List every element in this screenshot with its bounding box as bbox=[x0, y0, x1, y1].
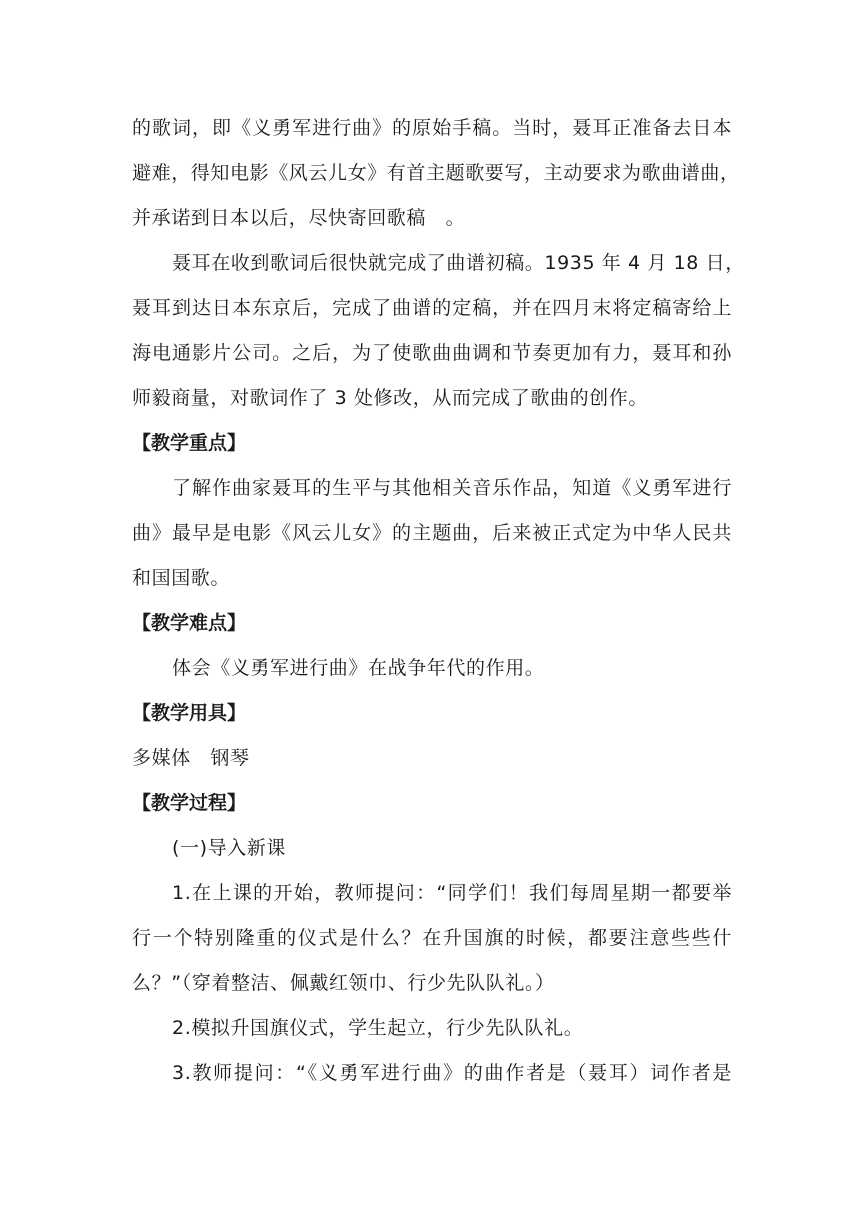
paragraph-line: 避难，得知电影《风云儿女》有首主题歌要写，主动要求为歌曲谱曲， bbox=[132, 162, 740, 184]
paragraph-line: 曲》最早是电影《风云儿女》的主题曲，后来被正式定为中华人民共 bbox=[132, 522, 732, 544]
section-heading-process: 【教学过程】 bbox=[132, 792, 247, 814]
paragraph-line: 的歌词，即《义勇军进行曲》的原始手稿。当时，聂耳正准备去日本 bbox=[132, 117, 732, 139]
subsection-title: (一)导入新课 bbox=[172, 837, 287, 859]
document-page bbox=[132, 106, 745, 1096]
paragraph-line: 体会《义勇军进行曲》在战争年代的作用。 bbox=[172, 657, 545, 679]
paragraph-line: 1.在上课的开始，教师提问：“同学们！我们每周星期一都要举 bbox=[172, 882, 732, 904]
paragraph-line: 海电通影片公司。之后，为了使歌曲曲调和节奏更加有力，聂耳和孙 bbox=[132, 342, 732, 364]
paragraph-line: 多媒体 钢琴 bbox=[132, 747, 250, 769]
section-heading-focus: 【教学重点】 bbox=[132, 432, 247, 454]
section-heading-difficulty: 【教学难点】 bbox=[132, 612, 247, 634]
paragraph-line: 2.模拟升国旗仪式，学生起立，行少先队队礼。 bbox=[172, 1017, 584, 1039]
paragraph-line: 聂耳在收到歌词后很快就完成了曲谱初稿。1935 年 4 月 18 日， bbox=[172, 252, 745, 274]
paragraph-line: 聂耳到达日本东京后，完成了曲谱的定稿，并在四月末将定稿寄给上 bbox=[132, 297, 732, 319]
paragraph-line: 么？”（穿着整洁、佩戴红领巾、行少先队队礼。） bbox=[132, 972, 555, 994]
paragraph-line: 行一个特别隆重的仪式是什么？在升国旗的时候，都要注意些些什 bbox=[132, 927, 732, 949]
paragraph-line: 师毅商量，对歌词作了 3 处修改，从而完成了歌曲的创作。 bbox=[132, 387, 648, 409]
paragraph-line: 3.教师提问：“《义勇军进行曲》的曲作者是（聂耳）词作者是 bbox=[172, 1062, 732, 1084]
section-heading-tools: 【教学用具】 bbox=[132, 702, 247, 724]
paragraph-line: 并承诺到日本以后，尽快寄回歌稿 。 bbox=[132, 207, 466, 229]
paragraph-line: 了解作曲家聂耳的生平与其他相关音乐作品，知道《义勇军进行 bbox=[172, 477, 732, 499]
paragraph-line: 和国国歌。 bbox=[132, 567, 231, 589]
